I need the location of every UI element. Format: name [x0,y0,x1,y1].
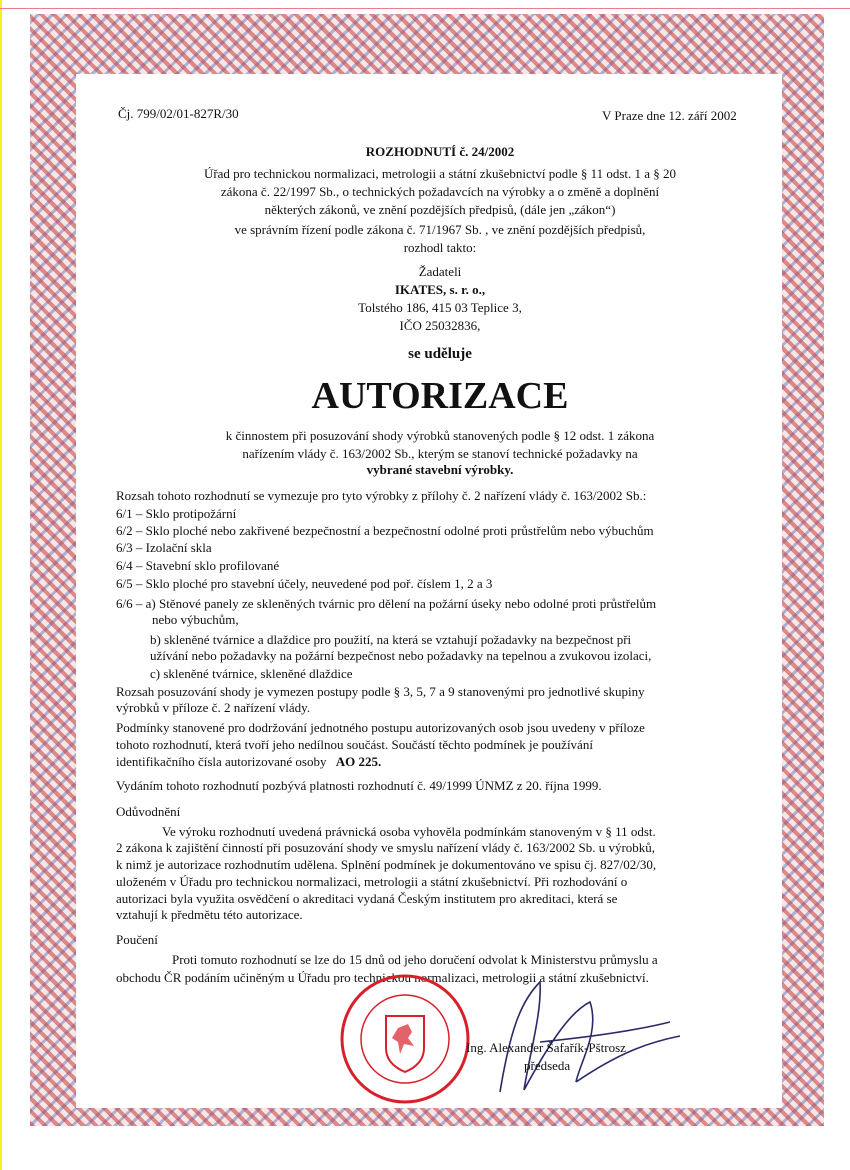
range-intro: Rozsah tohoto rozhodnutí se vymezuje pro tyto výrobky z přílohy č. 2 nařízení vlády č. 163/2002 Sb.: [116,488,647,503]
signatory-name: Ing. Alexander Šafařík-Pštrosz [466,1040,626,1055]
reasoning-line-3: k nimž je autorizace rozhodnutím udělena. Splnění podmínek je dokumentováno ve spisu čj. 827/02/30, [116,857,657,872]
granted-text: se uděluje [408,346,472,362]
left-edge-line [0,0,2,1170]
instruction-line-2: obchodu ČR podáním učiněným u Úřadu pro technickou normalizaci, metrologii a státní zkušebnictví. [116,970,649,985]
reference-number: Čj. 799/02/01-827R/30 [118,106,239,121]
applicant-name: IKATES, s. r. o., [394,282,486,297]
scope-line-2: nařízením vlády č. 163/2002 Sb., kterým se stanoví technické požadavky na [242,446,638,461]
reasoning-line-6: vztahují k předmětu této autorizace. [116,907,303,922]
item-6-6-b1: b) skleněné tvárnice a dlaždice pro použití, na která se vztahují požadavky na bezpečnost při [150,632,632,647]
procedures-line-1: Rozsah posuzování shody je vymezen postupy podle § 3, 5, 7 a 9 stanovenými pro jednotlivé skupiny [116,684,645,699]
official-stamp [338,972,472,1106]
reasoning-heading: Odůvodnění [116,804,181,819]
item-6-6-a2: nebo výbuchům, [152,612,239,627]
ao-number: AO 225. [335,754,382,769]
procedures-line-2: výrobků v příloze č. 2 nařízení vlády. [116,700,311,715]
top-edge-line [0,8,850,9]
item-6-5: 6/5 – Sklo ploché pro stavební účely, neuvedené pod poř. číslem 1, 2 a 3 [116,576,493,591]
intro-line-4: ve správním řízení podle zákona č. 71/1967 Sb. , ve znění pozdějších předpisů, [234,222,646,237]
item-6-1: 6/1 – Sklo protipožární [116,506,237,521]
reasoning-line-2: 2 zákona k zajištění činností při posuzování shody ve smyslu nařízení vlády č. 163/2002 Sb. u výrobků, [116,840,656,855]
item-6-6-b2: užívání nebo požadavky na požární bezpečnost nebo požadavky na tepelnou a zvukovou izolaci, [150,648,652,663]
validity-text: Vydáním tohoto rozhodnutí pozbývá platnosti rozhodnutí č. 49/1999 ÚNMZ z 20. října 1999. [116,778,602,793]
applicant-ico: IČO 25032836, [399,318,481,333]
conditions-line-3-text: identifikačního čísla autorizované osoby [116,754,327,769]
conditions-line-3 [116,754,766,769]
instruction-heading: Poučení [116,932,158,947]
conditions-line-2: tohoto rozhodnutí, která tvoří jeho nedílnou součást. Součástí těchto podmínek je používání [116,737,593,752]
item-6-3: 6/3 – Izolační skla [116,540,212,555]
intro-line-1: Úřad pro technickou normalizaci, metrologii a státní zkušebnictví podle § 11 odst. 1 a § 20 [203,166,677,181]
conditions-line-1: Podmínky stanovené pro dodržování jednotného postupu autorizovaných osob jsou uvedeny v příloze [116,720,645,735]
decision-title: ROZHODNUTÍ č. 24/2002 [365,144,515,159]
main-title: AUTORIZACE [311,375,569,417]
applicant-address: Tolstého 186, 415 03 Teplice 3, [358,300,522,315]
intro-line-5: rozhodl takto: [403,240,477,255]
instruction-line-1: Proti tomuto rozhodnutí se lze do 15 dnů od jeho doručení odvolat k Ministerstvu průmyslu a [172,952,658,967]
item-6-6-c: c) skleněné tvárnice, skleněné dlaždice [150,666,353,681]
issue-date: V Praze dne 12. září 2002 [602,108,737,123]
item-6-2: 6/2 – Sklo ploché nebo zakřivené bezpečnostní a bezpečnostní odolné proti průstřelům nebo výbuchům [116,523,654,538]
scope-bold: vybrané stavební výrobky. [366,462,514,477]
applicant-label: Žadateli [418,264,462,279]
intro-line-2: zákona č. 22/1997 Sb., o technických požadavcích na výrobky a o změně a doplnění [220,184,660,199]
reasoning-line-5: autorizaci byla využita osvědčení o akreditaci vydaná Českým institutem pro akreditaci, která se [116,891,618,906]
signature-scribble [480,972,690,1102]
scope-line-1: k činnostem při posuzování shody výrobků stanovených podle § 12 odst. 1 zákona [225,428,655,443]
item-6-6-a1: 6/6 – a) Stěnové panely ze skleněných tvárnic pro dělení na požární úseky nebo odolné proti průstřelům [116,596,657,611]
intro-line-3: některých zákonů, ve znění pozdějších předpisů, (dále jen „zákon“) [264,202,616,217]
signatory-title: předseda [524,1058,571,1073]
item-6-4: 6/4 – Stavební sklo profilované [116,558,280,573]
reasoning-line-4: uloženém v Úřadu pro technickou normalizaci, metrologii a státní zkušebnictví. Při rozhodování o [116,874,628,889]
reasoning-line-1: Ve výroku rozhodnutí uvedená právnická osoba vyhověla podmínkám stanoveným v § 11 odst. [162,824,656,839]
